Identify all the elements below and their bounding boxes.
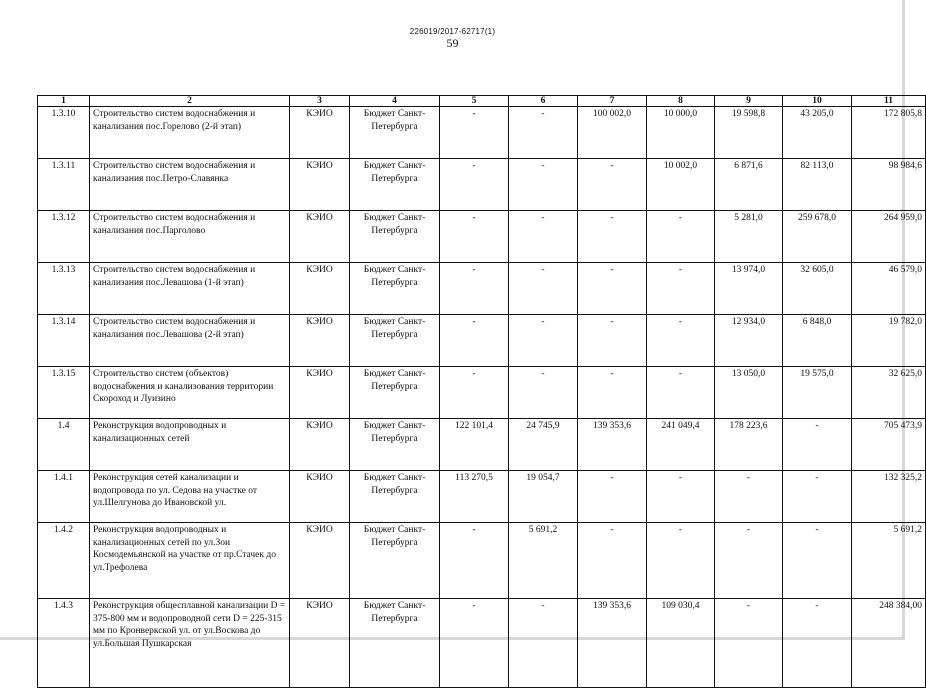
cell-col5: - bbox=[440, 367, 509, 419]
cell-col8: - bbox=[647, 315, 715, 367]
cell-col11: 132 325,2 bbox=[852, 471, 926, 523]
col-header: 5 bbox=[440, 96, 509, 107]
col-header: 4 bbox=[350, 96, 440, 107]
cell-col6: - bbox=[509, 367, 578, 419]
cell-col6: 24 745,9 bbox=[509, 419, 578, 471]
cell-col5: - bbox=[440, 315, 509, 367]
row-org: КЭИО bbox=[290, 599, 350, 688]
cell-col6: - bbox=[509, 315, 578, 367]
document-id: 226019/2017-62717(1) bbox=[409, 27, 496, 36]
cell-col5: 122 101,4 bbox=[440, 419, 509, 471]
cell-col6: - bbox=[509, 159, 578, 211]
cell-col5: - bbox=[440, 599, 509, 688]
row-id: 1.4.2 bbox=[38, 523, 90, 599]
table-row bbox=[38, 367, 926, 419]
cell-col9: - bbox=[715, 599, 783, 688]
table-row bbox=[38, 263, 926, 315]
row-name: Реконструкция водопроводных и канализационных сетей bbox=[90, 419, 290, 471]
cell-col7: - bbox=[578, 315, 647, 367]
col-header: 3 bbox=[290, 96, 350, 107]
row-name: Строительство систем (объектов) водоснабжения и канализования территории Скороход и Луизино bbox=[90, 367, 290, 419]
row-id: 1.4 bbox=[38, 419, 90, 471]
cell-col11: 46 579,0 bbox=[852, 263, 926, 315]
cell-col6: - bbox=[509, 107, 578, 159]
cell-col8: - bbox=[647, 211, 715, 263]
table-row bbox=[38, 107, 926, 159]
cell-col9: - bbox=[715, 471, 783, 523]
row-source: Бюджет Санкт-Петербурга bbox=[350, 315, 440, 367]
row-source: Бюджет Санкт-Петербурга bbox=[350, 599, 440, 688]
row-id: 1.4.1 bbox=[38, 471, 90, 523]
table-row bbox=[38, 523, 926, 599]
row-org: КЭИО bbox=[290, 107, 350, 159]
cell-col11: 172 805,8 bbox=[852, 107, 926, 159]
row-name: Строительство систем водоснабжения и канализания пос.Петро-Славянка bbox=[90, 159, 290, 211]
cell-col11: 248 384,00 bbox=[852, 599, 926, 688]
cell-col10: 32 605,0 bbox=[783, 263, 852, 315]
col-header: 11 bbox=[852, 96, 926, 107]
col-header: 7 bbox=[578, 96, 647, 107]
cell-col10: 43 205,0 bbox=[783, 107, 852, 159]
row-org: КЭИО bbox=[290, 419, 350, 471]
cell-col6: - bbox=[509, 211, 578, 263]
cell-col9: 13 050,0 bbox=[715, 367, 783, 419]
table-row bbox=[38, 471, 926, 523]
cell-col8: - bbox=[647, 263, 715, 315]
col-header: 1 bbox=[38, 96, 90, 107]
row-id: 1.3.12 bbox=[38, 211, 90, 263]
cell-col9: - bbox=[715, 523, 783, 599]
row-id: 1.3.10 bbox=[38, 107, 90, 159]
cell-col8: 10 000,0 bbox=[647, 107, 715, 159]
cell-col8: 241 049,4 bbox=[647, 419, 715, 471]
row-name: Реконструкция водопроводных и канализационных сетей по ул.Зои Космодемьянской на участке от пр.Стачек до ул.Трефолева bbox=[90, 523, 290, 599]
row-source: Бюджет Санкт-Петербурга bbox=[350, 471, 440, 523]
cell-col10: - bbox=[783, 599, 852, 688]
cell-col11: 19 782,0 bbox=[852, 315, 926, 367]
cell-col7: 139 353,6 bbox=[578, 599, 647, 688]
row-id: 1.3.14 bbox=[38, 315, 90, 367]
cell-col7: - bbox=[578, 211, 647, 263]
row-source: Бюджет Санкт-Петербурга bbox=[350, 211, 440, 263]
table-row bbox=[38, 315, 926, 367]
row-org: КЭИО bbox=[290, 471, 350, 523]
row-org: КЭИО bbox=[290, 159, 350, 211]
table-row bbox=[38, 419, 926, 471]
cell-col11: 32 625,0 bbox=[852, 367, 926, 419]
cell-col7: - bbox=[578, 471, 647, 523]
cell-col8: - bbox=[647, 523, 715, 599]
cell-col11: 5 691,2 bbox=[852, 523, 926, 599]
table-row bbox=[38, 159, 926, 211]
cell-col10: - bbox=[783, 523, 852, 599]
row-name: Строительство систем водоснабжения и канализания пос.Левашова (2-й этап) bbox=[90, 315, 290, 367]
row-id: 1.4.3 bbox=[38, 599, 90, 688]
cell-col10: 19 575,0 bbox=[783, 367, 852, 419]
row-source: Бюджет Санкт-Петербурга bbox=[350, 523, 440, 599]
table-row bbox=[38, 599, 926, 688]
row-name: Строительство систем водоснабжения и канализания пос.Левашова (1-й этап) bbox=[90, 263, 290, 315]
cell-col8: 10 002,0 bbox=[647, 159, 715, 211]
cell-col8: - bbox=[647, 471, 715, 523]
cell-col7: - bbox=[578, 523, 647, 599]
col-header: 2 bbox=[90, 96, 290, 107]
cell-col5: - bbox=[440, 211, 509, 263]
row-source: Бюджет Санкт-Петербурга bbox=[350, 263, 440, 315]
row-id: 1.3.15 bbox=[38, 367, 90, 419]
cell-col5: - bbox=[440, 107, 509, 159]
row-source: Бюджет Санкт-Петербурга bbox=[350, 159, 440, 211]
cell-col8: - bbox=[647, 367, 715, 419]
cell-col9: 13 974,0 bbox=[715, 263, 783, 315]
cell-col10: - bbox=[783, 471, 852, 523]
cell-col9: 6 871,6 bbox=[715, 159, 783, 211]
cell-col9: 12 934,0 bbox=[715, 315, 783, 367]
table-row bbox=[38, 211, 926, 263]
row-org: КЭИО bbox=[290, 523, 350, 599]
cell-col10: - bbox=[783, 419, 852, 471]
cell-col6: - bbox=[509, 263, 578, 315]
cell-col5: - bbox=[440, 159, 509, 211]
cell-col9: 19 598,8 bbox=[715, 107, 783, 159]
row-org: КЭИО bbox=[290, 315, 350, 367]
cell-col10: 82 113,0 bbox=[783, 159, 852, 211]
cell-col7: - bbox=[578, 263, 647, 315]
cell-col5: - bbox=[440, 263, 509, 315]
page-number: 59 bbox=[446, 36, 459, 50]
cell-col10: 259 678,0 bbox=[783, 211, 852, 263]
row-name: Строительство систем водоснабжения и канализания пос.Парголово bbox=[90, 211, 290, 263]
cell-col7: - bbox=[578, 159, 647, 211]
row-source: Бюджет Санкт-Петербурга bbox=[350, 107, 440, 159]
row-org: КЭИО bbox=[290, 367, 350, 419]
cell-col5: 113 270,5 bbox=[440, 471, 509, 523]
cell-col6: - bbox=[509, 599, 578, 688]
col-header: 10 bbox=[783, 96, 852, 107]
cell-col9: 5 281,0 bbox=[715, 211, 783, 263]
row-source: Бюджет Санкт-Петербурга bbox=[350, 419, 440, 471]
row-org: КЭИО bbox=[290, 211, 350, 263]
col-header: 6 bbox=[509, 96, 578, 107]
row-name: Строительство систем водоснабжения и канализания пос.Горелово (2-й этап) bbox=[90, 107, 290, 159]
cell-col7: - bbox=[578, 367, 647, 419]
cell-col10: 6 848,0 bbox=[783, 315, 852, 367]
col-header: 9 bbox=[715, 96, 783, 107]
cell-col8: 109 030,4 bbox=[647, 599, 715, 688]
col-header: 8 bbox=[647, 96, 715, 107]
cell-col6: 5 691,2 bbox=[509, 523, 578, 599]
row-id: 1.3.11 bbox=[38, 159, 90, 211]
row-id: 1.3.13 bbox=[38, 263, 90, 315]
cell-col11: 98 984,6 bbox=[852, 159, 926, 211]
cell-col7: 139 353,6 bbox=[578, 419, 647, 471]
cell-col9: 178 223,6 bbox=[715, 419, 783, 471]
row-name: Реконструкция общесплавной канализации D = 375-800 мм и водопроводной сети D = 225-315 мм по Кронверкской ул. от ул.Воскова до ул.Большая Пушкарская bbox=[90, 599, 290, 688]
cell-col5: - bbox=[440, 523, 509, 599]
cell-col11: 705 473,9 bbox=[852, 419, 926, 471]
budget-table bbox=[37, 95, 926, 688]
cell-col7: 100 002,0 bbox=[578, 107, 647, 159]
row-org: КЭИО bbox=[290, 263, 350, 315]
row-source: Бюджет Санкт-Петербурга bbox=[350, 367, 440, 419]
row-name: Реконструкция сетей канализации и водопровода по ул. Седова на участке от ул.Шелгунова до Ивановской ул. bbox=[90, 471, 290, 523]
header-row bbox=[38, 96, 926, 107]
cell-col11: 264 959,0 bbox=[852, 211, 926, 263]
cell-col6: 19 054,7 bbox=[509, 471, 578, 523]
